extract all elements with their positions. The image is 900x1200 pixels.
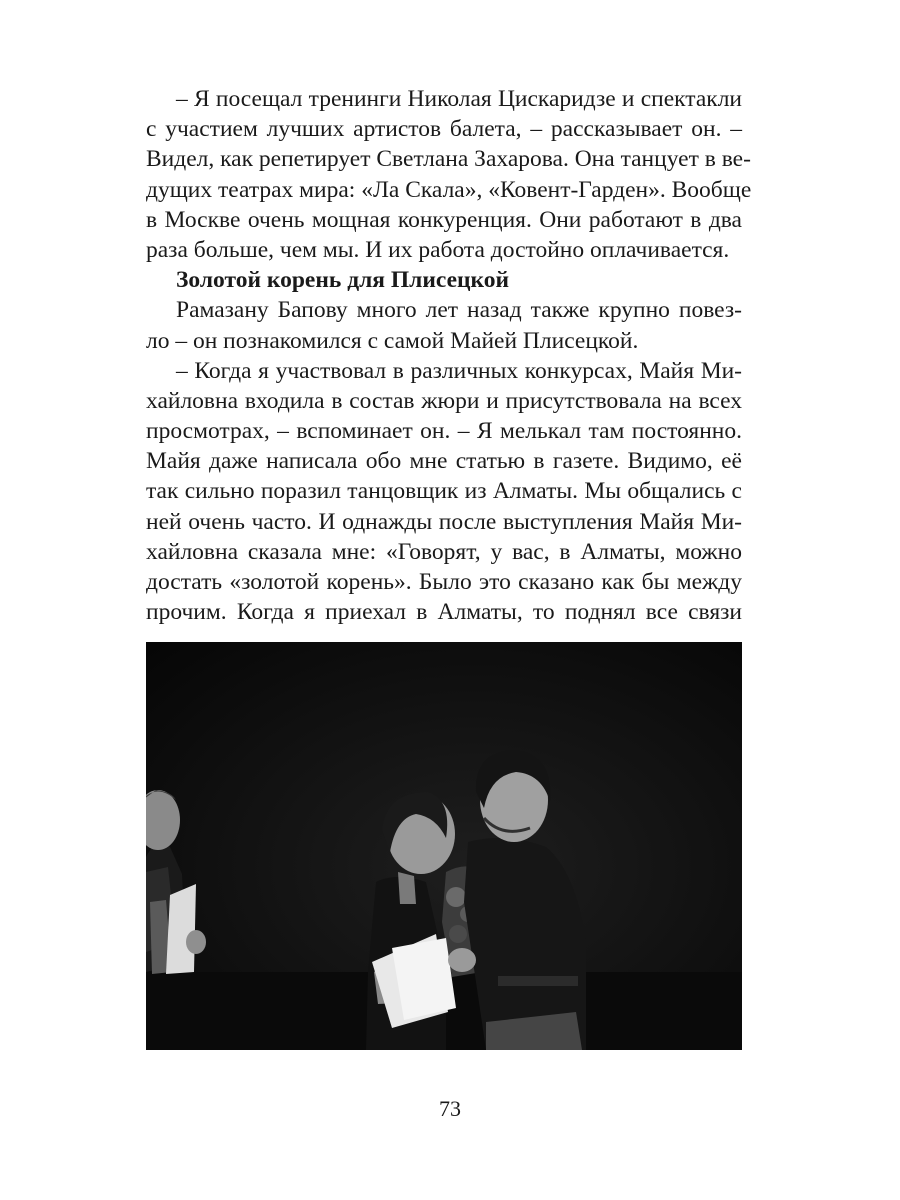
paragraph-line: Рамазану Бапову много лет назад также крупно повез- xyxy=(176,297,742,324)
paragraph-line: хайловна сказала мне: «Говорят, у вас, в Алматы, можно xyxy=(146,538,742,565)
body-text xyxy=(146,84,752,627)
paragraph-line: дущих театрах мира: «Ла Скала», «Ковент-Гарден». Вообще xyxy=(146,176,752,203)
paragraph-line: с участием лучших артистов балета, – рассказывает он. – xyxy=(146,116,742,143)
paragraph-line: Видел, как репетирует Светлана Захарова. Она танцует в ве- xyxy=(146,146,751,173)
paragraph-line: так сильно поразил танцовщик из Алматы. Мы общались с xyxy=(146,478,742,505)
paragraph-line: ло – он познакомился с самой Майей Плисецкой. xyxy=(146,327,639,354)
paragraph-line: – Я посещал тренинги Николая Цискаридзе и спектакли xyxy=(176,86,742,112)
paragraph-line: хайловна входила в состав жюри и присутствовала на всех xyxy=(146,387,742,414)
award-ceremony-photo xyxy=(146,642,742,1050)
paragraph-line: прочим. Когда я приехал в Алматы, то поднял все связи xyxy=(146,599,742,626)
paragraph-line: – Когда я участвовал в различных конкурсах, Майя Ми- xyxy=(176,357,742,384)
page-number: 73 xyxy=(439,1096,461,1121)
paragraph-line: достать «золотой корень». Было это сказано как бы между xyxy=(146,569,742,595)
paragraph-line: Майя даже написала обо мне статью в газете. Видимо, её xyxy=(146,448,742,475)
photo-illustration xyxy=(146,642,742,1050)
paragraph-line: ней очень часто. И однажды после выступления Майя Ми- xyxy=(146,508,742,535)
paragraph-line: в Москве очень мощная конкуренция. Они работают в два xyxy=(146,206,742,233)
section-heading: Золотой корень для Плисецкой xyxy=(176,267,510,294)
paragraph-line: просмотрах, – вспоминает он. – Я мелькал там постоянно. xyxy=(146,418,742,445)
paragraph-line: раза больше, чем мы. И их работа достойно оплачивается. xyxy=(146,236,730,263)
